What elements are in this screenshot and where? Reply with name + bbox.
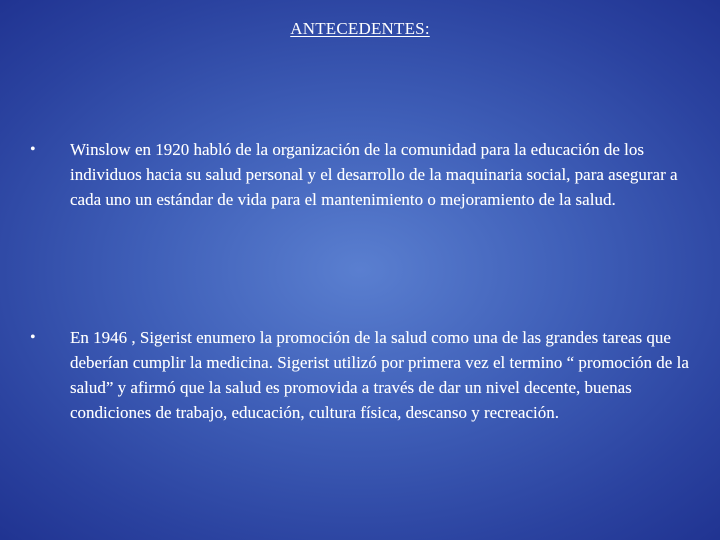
slide-title: ANTECEDENTES: bbox=[290, 19, 430, 38]
bullet-item bbox=[30, 137, 690, 212]
bullet-text-sigerist: En 1946 , Sigerist enumero la promoción de la salud como una de las grandes tareas que deberían cumplir la medicina. Sigerist utilizó por primera vez el termino “ promoción de la salud” y afirmó que la salud es promovida a través de dar un nivel decente, buenas condiciones de trabajo, educación, cultura física, descanso y recreación. bbox=[70, 328, 689, 422]
bullet-text-winslow: Winslow en 1920 habló de la organización de la comunidad para la educación de los individuos hacia su salud personal y el desarrollo de la maquinaria social, para asegurar a cada uno un estándar de vida para el mantenimiento o mejoramiento de la salud. bbox=[70, 140, 678, 209]
bullet-dot-icon: • bbox=[30, 141, 36, 158]
bullet-item bbox=[30, 325, 690, 425]
bullet-dot-icon: • bbox=[30, 329, 36, 346]
